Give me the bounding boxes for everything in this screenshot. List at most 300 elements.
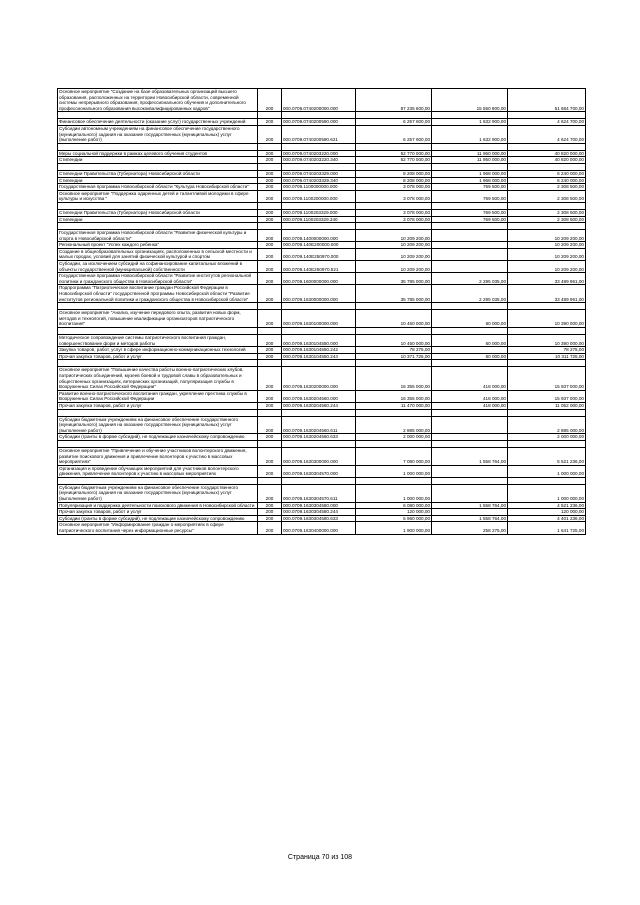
row-name-cell: Основное мероприятие "Анализ, изучение передового опыта, развития новых форм, методов и технологий, повышение квалификации организаторов патриотического воспитания" — [58, 310, 258, 328]
row-executed-cell: 258 275,00 — [432, 522, 508, 534]
row-name-cell: Субсидии (гранты в форме субсидий), не подлежащие казначейскому сопровождению — [58, 515, 258, 522]
table-row — [58, 184, 586, 191]
row-approved-cell: 10 209 200,00 — [356, 248, 432, 260]
table-row — [58, 353, 586, 360]
row-executed-cell: 1 558 764,00 — [432, 502, 508, 509]
row-name-cell: Прочая закупка товаров, работ и услуг — [58, 353, 258, 360]
row-code-cell: 200 — [258, 209, 282, 216]
spacer-cell — [432, 477, 508, 484]
row-kbk-cell: 000.0709.1630204560.633 — [282, 434, 356, 441]
row-kbk-cell: 000.0709.1600000000.000 — [282, 273, 356, 285]
row-executed-cell — [432, 434, 508, 441]
row-executed-cell — [432, 230, 508, 242]
row-executed-cell: 769 500,00 — [432, 190, 508, 202]
row-name-cell: Государственная программа Новосибирской области "Развитие физической культуры и спорта в Новосибирской области" — [58, 230, 258, 242]
row-kbk-cell: 000.0709.1630104550.244 — [282, 353, 356, 360]
spacer-cell — [282, 360, 356, 367]
row-executed-cell: 418 000,00 — [432, 402, 508, 409]
row-kbk-cell: 000.0709.140E250970.000 — [282, 248, 356, 260]
row-code-cell: 200 — [258, 248, 282, 260]
table-row — [58, 248, 586, 260]
spacer-cell — [508, 112, 586, 119]
spacer-cell — [432, 223, 508, 230]
row-remaining-cell: 1 000 000,00 — [508, 465, 586, 477]
row-executed-cell: 60 000,00 — [432, 335, 508, 347]
row-executed-cell — [432, 465, 508, 477]
table-row — [58, 125, 586, 143]
row-approved-cell: 1 900 000,00 — [356, 522, 432, 534]
row-approved-cell: 52 770 000,00 — [356, 150, 432, 157]
spacer-cell — [282, 303, 356, 310]
spacer-cell — [58, 112, 258, 119]
spacer-cell — [508, 163, 586, 170]
spacer-cell — [258, 328, 282, 335]
spacer-cell — [58, 163, 258, 170]
row-kbk-cell: 000.0709.0740203220.340 — [282, 157, 356, 164]
row-remaining-cell: 4 624 700,00 — [508, 119, 586, 126]
row-approved-cell: 3 078 000,00 — [356, 184, 432, 191]
row-kbk-cell: 000.0709.1630304570.000 — [282, 465, 356, 477]
row-executed-cell — [432, 416, 508, 434]
spacer-cell — [282, 202, 356, 209]
row-code-cell: 200 — [258, 89, 282, 112]
row-executed-cell: 1 968 000,00 — [432, 170, 508, 177]
row-approved-cell: 10 450 000,00 — [356, 310, 432, 328]
spacer-cell — [508, 477, 586, 484]
spacer-cell — [356, 477, 432, 484]
row-remaining-cell: 1 000 000,00 — [508, 484, 586, 502]
spacer-row — [58, 303, 586, 310]
row-executed-cell: 769 500,00 — [432, 209, 508, 216]
spacer-cell — [356, 328, 432, 335]
row-kbk-cell: 000.0709.1630204560.611 — [282, 416, 356, 434]
row-remaining-cell: 10 209 200,00 — [508, 261, 586, 273]
row-kbk-cell: 000.0709.1100200000.000 — [282, 190, 356, 202]
row-approved-cell: 120 000,00 — [356, 509, 432, 516]
row-kbk-cell: 000.0709.1630204560.000 — [282, 390, 356, 402]
row-approved-cell: 2 000 000,00 — [356, 434, 432, 441]
row-name-cell: Основное мероприятие "Поддержка одаренных детей и талантливой молодежи в сфере культуры и искусства " — [58, 190, 258, 202]
row-remaining-cell: 6 240 000,00 — [508, 177, 586, 184]
row-kbk-cell: 000.0709.1630104550.000 — [282, 335, 356, 347]
table-row — [58, 209, 586, 216]
spacer-row — [58, 360, 586, 367]
row-kbk-cell: 000.0709.0740203329.000 — [282, 170, 356, 177]
row-kbk-cell: 000.0709.1630300000.000 — [282, 447, 356, 465]
row-name-cell: Основное мероприятие "Информирование граждан о мероприятиях в сфере патриотического воспитания через информационные ресурсы" — [58, 522, 258, 534]
table-row — [58, 509, 586, 516]
table-row — [58, 335, 586, 347]
row-executed-cell: 1 558 764,00 — [432, 515, 508, 522]
spacer-cell — [356, 112, 432, 119]
row-remaining-cell: 1 641 725,00 — [508, 522, 586, 534]
row-name-cell: Основное мероприятие "Повышение качества работы военно-патриотических клубов, патриотических объединений, музеев боевой и трудовой славы в образовательных и общественных организациях, ветеранских организаций, популяризация службы в Вооруженных Силах Российской Федерации" — [58, 367, 258, 390]
spacer-cell — [58, 223, 258, 230]
table-row — [58, 89, 586, 112]
row-code-cell: 200 — [258, 515, 282, 522]
row-kbk-cell: 000.0709.1630304570.611 — [282, 484, 356, 502]
row-name-cell: Меры социальной поддержки в рамках целевого обучения студентов — [58, 150, 258, 157]
spacer-cell — [58, 409, 258, 416]
row-remaining-cell: 51 684 700,00 — [508, 89, 586, 112]
row-approved-cell: 3 078 000,00 — [356, 216, 432, 223]
row-approved-cell: 87 235 600,00 — [356, 89, 432, 112]
row-kbk-cell: 000.0709.140E250970.521 — [282, 261, 356, 273]
row-approved-cell: 52 770 000,00 — [356, 157, 432, 164]
row-name-cell: Стипендии Правительства (Губернатора) Новосибирской области — [58, 209, 258, 216]
row-remaining-cell: 120 000,00 — [508, 509, 586, 516]
row-code-cell: 200 — [258, 125, 282, 143]
row-executed-cell: 1 968 000,00 — [432, 177, 508, 184]
row-name-cell: Стипендии Правительства (Губернатора) Новосибирской области — [58, 170, 258, 177]
row-code-cell: 200 — [258, 484, 282, 502]
row-code-cell: 200 — [258, 190, 282, 202]
row-executed-cell: 769 500,00 — [432, 216, 508, 223]
table-row — [58, 261, 586, 273]
table-row — [58, 402, 586, 409]
spacer-cell — [258, 477, 282, 484]
row-executed-cell: 1 558 764,00 — [432, 447, 508, 465]
table-row — [58, 310, 586, 328]
row-name-cell: Стипендии — [58, 177, 258, 184]
spacer-row — [58, 202, 586, 209]
row-code-cell: 200 — [258, 242, 282, 249]
row-remaining-cell: 33 489 961,00 — [508, 285, 586, 303]
row-kbk-cell: 000.0709.1630000000.000 — [282, 285, 356, 303]
table-row — [58, 502, 586, 509]
spacer-cell — [508, 202, 586, 209]
row-name-cell: Методическое сопровождение системы патриотического воспитания граждан, совершенствование форм и методов работы — [58, 335, 258, 347]
row-approved-cell: 1 000 000,00 — [356, 465, 432, 477]
row-executed-cell: 11 950 000,00 — [432, 157, 508, 164]
spacer-cell — [356, 440, 432, 447]
row-approved-cell: 7 080 000,00 — [356, 447, 432, 465]
spacer-cell — [432, 360, 508, 367]
spacer-row — [58, 409, 586, 416]
table-row — [58, 273, 586, 285]
row-remaining-cell: 2 308 500,00 — [508, 209, 586, 216]
table-row — [58, 177, 586, 184]
spacer-cell — [432, 440, 508, 447]
spacer-cell — [356, 202, 432, 209]
row-approved-cell: 10 371 725,00 — [356, 353, 432, 360]
row-name-cell: Популяризация и поддержка деятельности поискового движения в Новосибирской области — [58, 502, 258, 509]
table-row — [58, 119, 586, 126]
row-name-cell: Государственная программа Новосибирской области "Развитие институтов региональной политики и гражданского общества в Новосибирской области" — [58, 273, 258, 285]
spacer-cell — [432, 328, 508, 335]
row-name-cell: Подпрограмма "Патриотическое воспитание граждан Российской Федерации в Новосибирской области" государственной программы Новосибирской области "Развитие институтов региональной политики и гражданского общества в Новосибирской области" — [58, 285, 258, 303]
row-code-cell: 200 — [258, 522, 282, 534]
row-name-cell: Стипендии — [58, 157, 258, 164]
spacer-cell — [432, 303, 508, 310]
spacer-cell — [432, 202, 508, 209]
row-kbk-cell: 000.0709.140E200000.000 — [282, 242, 356, 249]
row-executed-cell — [432, 261, 508, 273]
row-executed-cell: 1 632 900,00 — [432, 125, 508, 143]
row-executed-cell — [432, 484, 508, 502]
spacer-cell — [258, 440, 282, 447]
spacer-cell — [58, 143, 258, 150]
spacer-row — [58, 440, 586, 447]
spacer-row — [58, 223, 586, 230]
row-approved-cell: 5 960 000,00 — [356, 515, 432, 522]
spacer-cell — [258, 360, 282, 367]
page-footer: Страница 70 из 108 — [287, 854, 353, 861]
row-code-cell: 200 — [258, 230, 282, 242]
row-executed-cell: 11 950 000,00 — [432, 150, 508, 157]
spacer-cell — [58, 328, 258, 335]
spacer-cell — [432, 112, 508, 119]
row-remaining-cell: 2 308 500,00 — [508, 216, 586, 223]
row-code-cell: 200 — [258, 416, 282, 434]
row-name-cell: Субсидии автономным учреждениям на финансовое обеспечение государственного (муниципального) задания на оказание государственных (муниципальных) услуг (выполнение работ) — [58, 125, 258, 143]
spacer-cell — [258, 143, 282, 150]
row-approved-cell: 35 785 000,00 — [356, 273, 432, 285]
row-approved-cell: 8 208 000,00 — [356, 177, 432, 184]
row-remaining-cell: 11 052 000,00 — [508, 402, 586, 409]
row-remaining-cell: 5 521 236,00 — [508, 447, 586, 465]
spacer-row — [58, 143, 586, 150]
table-row — [58, 150, 586, 157]
spacer-cell — [508, 303, 586, 310]
row-code-cell: 200 — [258, 402, 282, 409]
spacer-cell — [58, 303, 258, 310]
row-remaining-cell: 6 240 000,00 — [508, 170, 586, 177]
spacer-row — [58, 112, 586, 119]
row-approved-cell: 3 078 000,00 — [356, 190, 432, 202]
table-row — [58, 390, 586, 402]
spacer-row — [58, 477, 586, 484]
table-row — [58, 465, 586, 477]
row-name-cell: Развитие военно-патриотического воспитания граждан, укрепление престижа службы в Вооруженных Силах Российской Федерации — [58, 390, 258, 402]
row-remaining-cell: 2 000 000,00 — [508, 434, 586, 441]
table-row — [58, 515, 586, 522]
row-approved-cell: 6 257 600,00 — [356, 119, 432, 126]
spacer-cell — [282, 163, 356, 170]
row-kbk-cell: 000.0709.0740200590.621 — [282, 125, 356, 143]
spacer-cell — [58, 477, 258, 484]
row-approved-cell: 6 257 600,00 — [356, 125, 432, 143]
row-approved-cell: 2 885 000,00 — [356, 416, 432, 434]
row-remaining-cell: 2 308 500,00 — [508, 184, 586, 191]
table-row — [58, 170, 586, 177]
row-kbk-cell: 000.0709.0740203329.340 — [282, 177, 356, 184]
spacer-cell — [356, 409, 432, 416]
row-name-cell: Субсидии, за исключением субсидий на софинансирование капитальных вложений в объекты государственной (муниципальной) собственности — [58, 261, 258, 273]
spacer-cell — [258, 202, 282, 209]
spacer-cell — [508, 440, 586, 447]
table-row — [58, 190, 586, 202]
table-row — [58, 285, 586, 303]
row-remaining-cell: 78 275,00 — [508, 347, 586, 354]
row-remaining-cell: 10 209 200,00 — [508, 230, 586, 242]
row-approved-cell: 35 785 000,00 — [356, 285, 432, 303]
spacer-cell — [58, 360, 258, 367]
row-code-cell: 200 — [258, 367, 282, 390]
row-code-cell: 200 — [258, 119, 282, 126]
table-row — [58, 242, 586, 249]
spacer-cell — [282, 223, 356, 230]
row-kbk-cell: 000.0709.1630304580.633 — [282, 515, 356, 522]
spacer-cell — [356, 163, 432, 170]
row-name-cell: Прочая закупка товаров, работ и услуг — [58, 509, 258, 516]
row-name-cell: Прочая закупка товаров, работ и услуг — [58, 402, 258, 409]
spacer-cell — [58, 202, 258, 209]
spacer-cell — [432, 163, 508, 170]
row-remaining-cell: 10 390 000,00 — [508, 310, 586, 328]
row-code-cell: 200 — [258, 216, 282, 223]
row-executed-cell: 15 550 900,00 — [432, 89, 508, 112]
row-code-cell: 200 — [258, 150, 282, 157]
row-code-cell: 200 — [258, 502, 282, 509]
row-approved-cell: 10 209 200,00 — [356, 261, 432, 273]
row-name-cell: Субсидии бюджетным учреждениям на финансовое обеспечение государственного (муниципального) задания на оказание государственных (муниципальных) услуг (выполнение работ) — [58, 484, 258, 502]
row-executed-cell: 1 632 900,00 — [432, 119, 508, 126]
spacer-cell — [356, 143, 432, 150]
spacer-cell — [282, 112, 356, 119]
row-remaining-cell: 10 209 200,00 — [508, 248, 586, 260]
row-executed-cell: 60 000,00 — [432, 353, 508, 360]
row-code-cell: 200 — [258, 390, 282, 402]
table-row — [58, 347, 586, 354]
row-approved-cell: 1 000 000,00 — [356, 484, 432, 502]
row-name-cell: Финансовое обеспечение деятельности (оказание услуг) государственных учреждений — [58, 119, 258, 126]
table-row — [58, 522, 586, 534]
row-approved-cell: 6 080 000,00 — [356, 502, 432, 509]
spacer-cell — [356, 223, 432, 230]
row-code-cell: 200 — [258, 170, 282, 177]
spacer-cell — [508, 328, 586, 335]
spacer-cell — [258, 303, 282, 310]
row-name-cell: Субсидии бюджетным учреждениям на финансовое обеспечение государственного (муниципального) задания на оказание государственных (муниципальных) услуг (выполнение работ) — [58, 416, 258, 434]
row-remaining-cell: 10 311 725,00 — [508, 353, 586, 360]
row-remaining-cell: 4 521 236,00 — [508, 502, 586, 509]
row-name-cell: Закупка товаров, работ, услуг в сфере информационно-коммуникационных технологий — [58, 347, 258, 354]
row-code-cell: 200 — [258, 434, 282, 441]
spacer-cell — [508, 409, 586, 416]
row-code-cell: 200 — [258, 184, 282, 191]
row-executed-cell: 2 295 035,00 — [432, 285, 508, 303]
row-kbk-cell: 000.0709.1100000000.000 — [282, 184, 356, 191]
row-executed-cell — [432, 242, 508, 249]
row-name-cell: Субсидии (гранты в форме субсидий), не подлежащие казначейскому сопровождению — [58, 434, 258, 441]
table-row — [58, 230, 586, 242]
table-row — [58, 216, 586, 223]
row-name-cell: Создание в общеобразовательных организациях, расположенных в сельской местности и малых городах, условий для занятий физической культурой и спортом — [58, 248, 258, 260]
spacer-cell — [282, 477, 356, 484]
row-executed-cell: 769 500,00 — [432, 184, 508, 191]
spacer-cell — [282, 440, 356, 447]
row-executed-cell — [432, 248, 508, 260]
row-approved-cell: 8 208 000,00 — [356, 170, 432, 177]
row-approved-cell: 16 355 000,00 — [356, 390, 432, 402]
table-row — [58, 484, 586, 502]
row-code-cell: 200 — [258, 285, 282, 303]
spacer-row — [58, 163, 586, 170]
row-name-cell: Организация и проведение обучающих мероприятий для участников волонтерского движения, привлечение волонтеров к участию в массовых мероприятиях — [58, 465, 258, 477]
row-executed-cell: 418 000,00 — [432, 367, 508, 390]
budget-table-body — [58, 89, 586, 535]
spacer-cell — [356, 360, 432, 367]
row-name-cell: Основное мероприятие "Привлечение и обучение участников волонтерского движения, развитие поискового движения и привлечение волонтеров к участию в массовых мероприятиях" — [58, 447, 258, 465]
spacer-cell — [258, 112, 282, 119]
row-remaining-cell: 40 820 000,00 — [508, 157, 586, 164]
table-row — [58, 157, 586, 164]
row-kbk-cell: 000.0709.1100203329.340 — [282, 216, 356, 223]
spacer-cell — [282, 328, 356, 335]
row-kbk-cell: 000.0709.1630204560.244 — [282, 402, 356, 409]
row-kbk-cell: 000.0709.1630104550.242 — [282, 347, 356, 354]
row-executed-cell: 60 000,00 — [432, 310, 508, 328]
row-code-cell: 200 — [258, 273, 282, 285]
row-remaining-cell: 40 820 000,00 — [508, 150, 586, 157]
row-executed-cell: 2 295 035,00 — [432, 273, 508, 285]
spacer-cell — [508, 223, 586, 230]
row-kbk-cell: 000.0709.1400000000.000 — [282, 230, 356, 242]
row-code-cell: 200 — [258, 177, 282, 184]
row-remaining-cell: 4 401 236,00 — [508, 515, 586, 522]
row-kbk-cell: 000.0709.0740203220.000 — [282, 150, 356, 157]
row-remaining-cell: 4 624 700,00 — [508, 125, 586, 143]
row-approved-cell: 10 209 200,00 — [356, 242, 432, 249]
row-name-cell: Основное мероприятие "Создание на базе образовательных организаций высшего образования, расположенных на территории Новосибирской области, современной системы непрерывного образования, профессионального обучения и дополнительного профессионального образования высококвалифицированных кадров" — [58, 89, 258, 112]
row-kbk-cell: 000.0709.0740200000.000 — [282, 89, 356, 112]
row-approved-cell: 78 275,00 — [356, 347, 432, 354]
row-remaining-cell: 2 885 000,00 — [508, 416, 586, 434]
spacer-cell — [508, 143, 586, 150]
table-row — [58, 447, 586, 465]
budget-table — [57, 88, 586, 535]
row-code-cell: 200 — [258, 261, 282, 273]
row-code-cell: 200 — [258, 347, 282, 354]
spacer-row — [58, 328, 586, 335]
spacer-cell — [432, 143, 508, 150]
row-kbk-cell: 000.0709.1100203329.000 — [282, 209, 356, 216]
row-executed-cell — [432, 347, 508, 354]
row-approved-cell: 16 355 000,00 — [356, 367, 432, 390]
row-approved-cell: 10 209 200,00 — [356, 230, 432, 242]
row-approved-cell: 3 078 000,00 — [356, 209, 432, 216]
row-name-cell: Государственная программа Новосибирской области "Культура Новосибирской области" — [58, 184, 258, 191]
spacer-cell — [282, 143, 356, 150]
spacer-cell — [508, 360, 586, 367]
row-kbk-cell: 000.0709.1630304580.000 — [282, 502, 356, 509]
row-remaining-cell: 10 209 200,00 — [508, 242, 586, 249]
row-code-cell: 200 — [258, 509, 282, 516]
spacer-cell — [282, 409, 356, 416]
row-kbk-cell: 000.0709.1630400000.000 — [282, 522, 356, 534]
row-code-cell: 200 — [258, 335, 282, 347]
row-kbk-cell: 000.0709.1630200000.000 — [282, 367, 356, 390]
row-kbk-cell: 000.0709.0740200590.000 — [282, 119, 356, 126]
row-code-cell: 200 — [258, 157, 282, 164]
row-remaining-cell: 33 489 961,00 — [508, 273, 586, 285]
table-row — [58, 434, 586, 441]
spacer-cell — [258, 163, 282, 170]
spacer-cell — [258, 223, 282, 230]
row-remaining-cell: 2 308 500,00 — [508, 190, 586, 202]
row-approved-cell: 11 470 000,00 — [356, 402, 432, 409]
row-code-cell: 200 — [258, 465, 282, 477]
row-name-cell: Региональный проект "Успех каждого ребенка" — [58, 242, 258, 249]
row-kbk-cell: 000.0709.1630100000.000 — [282, 310, 356, 328]
table-row — [58, 367, 586, 390]
spacer-cell — [58, 440, 258, 447]
spacer-cell — [356, 303, 432, 310]
row-executed-cell — [432, 509, 508, 516]
row-name-cell: Стипендии — [58, 216, 258, 223]
table-row — [58, 416, 586, 434]
